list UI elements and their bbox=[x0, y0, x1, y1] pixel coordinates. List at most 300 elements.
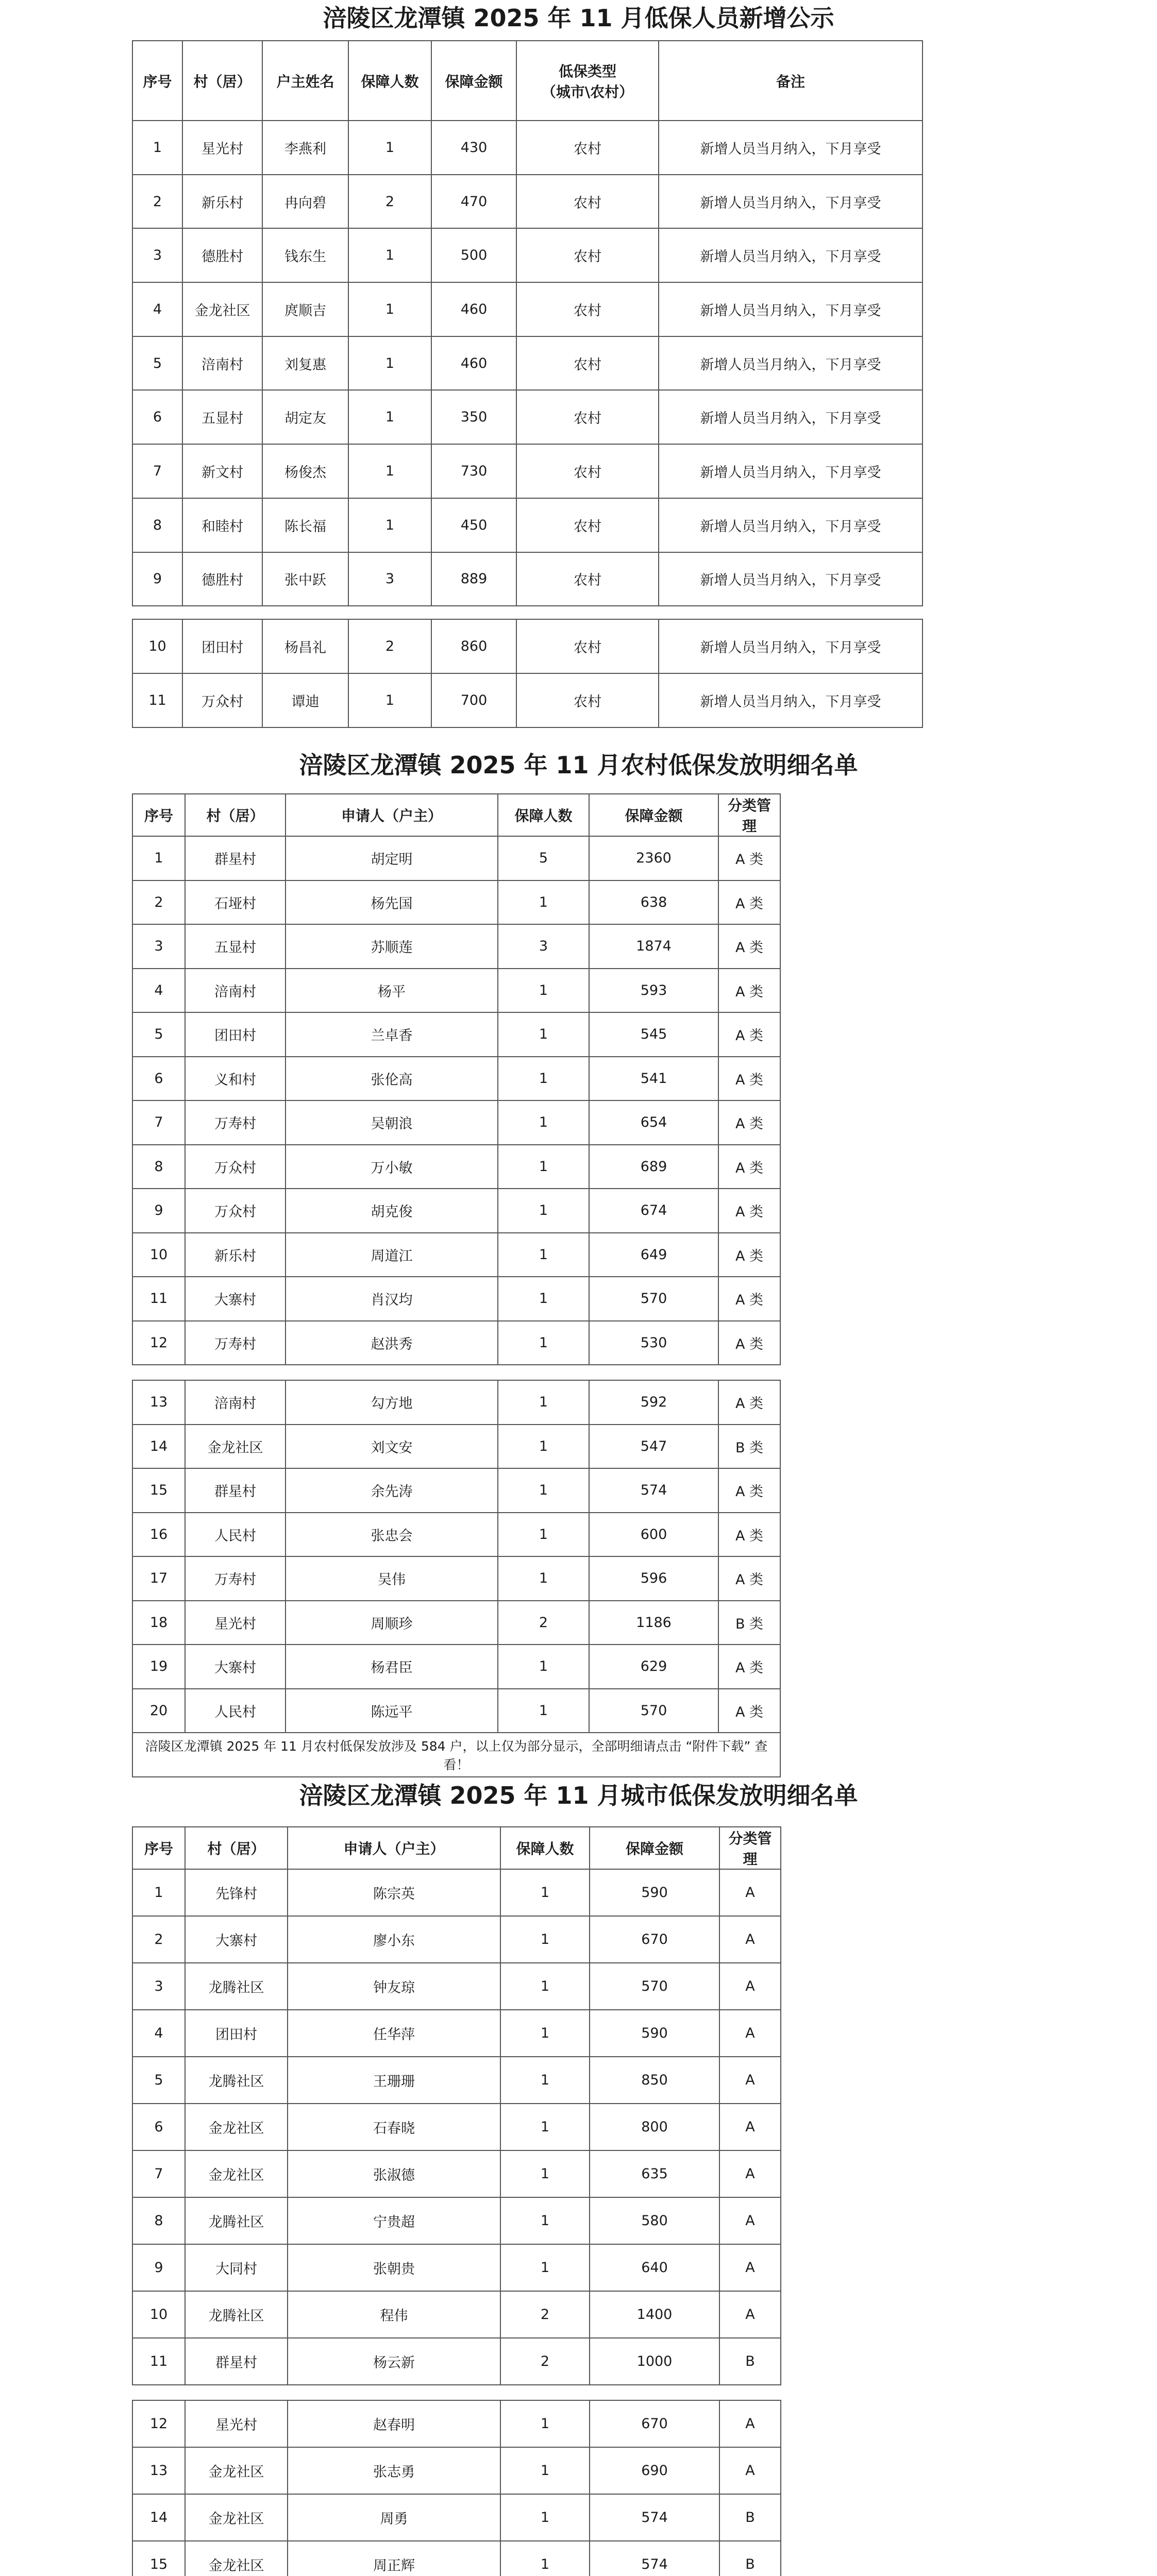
amount-cell: 689 bbox=[589, 1145, 718, 1189]
count-cell: 1 bbox=[500, 2494, 590, 2541]
village-cell: 万众村 bbox=[185, 1145, 286, 1189]
count-cell: 1 bbox=[498, 1057, 589, 1101]
applicant-cell: 胡定明 bbox=[286, 836, 498, 880]
amount-cell: 500 bbox=[431, 228, 516, 282]
remark-cell: 新增人员当月纳入，下月享受 bbox=[659, 336, 923, 391]
table-row bbox=[132, 1100, 780, 1145]
count-cell: 1 bbox=[498, 880, 589, 925]
count-cell: 1 bbox=[498, 1645, 589, 1689]
village-cell: 大寨村 bbox=[185, 1645, 286, 1689]
table-header-row bbox=[132, 41, 923, 121]
table-row bbox=[132, 1233, 780, 1277]
name-cell: 杨俊杰 bbox=[262, 444, 348, 498]
applicant-cell: 万小敏 bbox=[286, 1145, 498, 1189]
seq-cell: 6 bbox=[132, 1057, 185, 1101]
category-cell: A 类 bbox=[718, 880, 780, 925]
applicant-cell: 任华萍 bbox=[288, 2010, 500, 2057]
table-row bbox=[132, 2057, 781, 2104]
count-cell: 1 bbox=[348, 121, 431, 175]
table-row bbox=[132, 1689, 780, 1733]
amount-cell: 350 bbox=[431, 390, 516, 444]
table-row bbox=[132, 1963, 781, 2010]
applicant-cell: 王珊珊 bbox=[288, 2057, 500, 2104]
count-cell: 1 bbox=[498, 1321, 589, 1365]
count-cell: 1 bbox=[498, 1277, 589, 1321]
amount-cell: 649 bbox=[589, 1233, 718, 1277]
name-cell: 冉向碧 bbox=[262, 175, 348, 229]
village-cell: 德胜村 bbox=[182, 552, 262, 606]
table-row bbox=[132, 1601, 780, 1645]
remark-cell: 新增人员当月纳入，下月享受 bbox=[659, 673, 923, 727]
seq-cell: 4 bbox=[132, 969, 185, 1013]
village-cell: 人民村 bbox=[185, 1513, 286, 1557]
seq-cell: 6 bbox=[132, 390, 182, 444]
category-cell: A 类 bbox=[718, 1233, 780, 1277]
applicant-cell: 张朝贵 bbox=[288, 2244, 500, 2291]
category-cell: A bbox=[719, 2150, 781, 2197]
village-cell: 五显村 bbox=[182, 390, 262, 444]
amount-cell: 541 bbox=[589, 1057, 718, 1101]
seq-cell: 8 bbox=[132, 1145, 185, 1189]
count-cell: 1 bbox=[500, 1869, 590, 1916]
village-cell: 万众村 bbox=[185, 1189, 286, 1233]
village-cell: 星光村 bbox=[182, 121, 262, 175]
amount-cell: 574 bbox=[590, 2541, 719, 2576]
remark-cell: 新增人员当月纳入，下月享受 bbox=[659, 282, 923, 336]
table-row bbox=[132, 1916, 781, 1963]
applicant-cell: 张淑德 bbox=[288, 2150, 500, 2197]
type-cell: 农村 bbox=[516, 228, 659, 282]
remark-cell: 新增人员当月纳入，下月享受 bbox=[659, 498, 923, 552]
village-cell: 群星村 bbox=[185, 836, 286, 880]
count-cell: 5 bbox=[498, 836, 589, 880]
name-cell: 谭迪 bbox=[262, 673, 348, 727]
count-cell: 1 bbox=[498, 1689, 589, 1733]
category-cell: B 类 bbox=[718, 1425, 780, 1469]
column-header: 低保类型 （城市\农村） bbox=[516, 41, 659, 121]
village-cell: 大寨村 bbox=[185, 1277, 286, 1321]
count-cell: 1 bbox=[348, 444, 431, 498]
category-cell: A 类 bbox=[718, 1145, 780, 1189]
column-header: 申请人（户主） bbox=[288, 1827, 500, 1869]
seq-cell: 13 bbox=[132, 2447, 185, 2494]
seq-cell: 8 bbox=[132, 498, 182, 552]
column-header: 序号 bbox=[132, 1827, 185, 1869]
amount-cell: 1874 bbox=[589, 924, 718, 969]
village-cell: 新乐村 bbox=[185, 1233, 286, 1277]
count-cell: 1 bbox=[348, 282, 431, 336]
seq-cell: 7 bbox=[132, 444, 182, 498]
seq-cell: 10 bbox=[132, 2291, 185, 2338]
count-cell: 1 bbox=[498, 1425, 589, 1469]
table-note: 涪陵区龙潭镇 2025 年 11 月农村低保发放涉及 584 户，以上仅为部分显示，全部明细请点击 “附件下载” 查看！ bbox=[132, 1733, 780, 1777]
type-cell: 农村 bbox=[516, 121, 659, 175]
applicant-cell: 张伦高 bbox=[286, 1057, 498, 1101]
village-cell: 石垭村 bbox=[185, 880, 286, 925]
column-header: 村（居） bbox=[185, 1827, 288, 1869]
table-row bbox=[132, 619, 923, 673]
table-row bbox=[132, 1468, 780, 1513]
village-cell: 德胜村 bbox=[182, 228, 262, 282]
applicant-cell: 钟友琼 bbox=[288, 1963, 500, 2010]
applicant-cell: 胡克俊 bbox=[286, 1189, 498, 1233]
type-cell: 农村 bbox=[516, 619, 659, 673]
column-header: 保障人数 bbox=[498, 794, 589, 836]
type-cell: 农村 bbox=[516, 552, 659, 606]
seq-cell: 3 bbox=[132, 1963, 185, 2010]
count-cell: 1 bbox=[498, 1012, 589, 1057]
amount-cell: 690 bbox=[590, 2447, 719, 2494]
amount-cell: 596 bbox=[589, 1556, 718, 1601]
amount-cell: 470 bbox=[431, 175, 516, 229]
table-row bbox=[132, 1145, 780, 1189]
village-cell: 万寿村 bbox=[185, 1556, 286, 1601]
name-cell: 杨昌礼 bbox=[262, 619, 348, 673]
category-cell: A 类 bbox=[718, 1689, 780, 1733]
category-cell: A 类 bbox=[718, 836, 780, 880]
seq-cell: 1 bbox=[132, 836, 185, 880]
table-row bbox=[132, 1645, 780, 1689]
amount-cell: 600 bbox=[589, 1513, 718, 1557]
table-note-row bbox=[132, 1733, 780, 1777]
village-cell: 群星村 bbox=[185, 1468, 286, 1513]
column-header: 保障人数 bbox=[348, 41, 431, 121]
column-header: 申请人（户主） bbox=[286, 794, 498, 836]
table-row bbox=[132, 282, 923, 336]
applicant-cell: 陈远平 bbox=[286, 1689, 498, 1733]
section1-title: 涪陵区龙潭镇 2025 年 11 月低保人员新增公示 bbox=[323, 4, 834, 32]
column-header: 分类管理 bbox=[718, 794, 780, 836]
amount-cell: 460 bbox=[431, 336, 516, 391]
seq-cell: 9 bbox=[132, 2244, 185, 2291]
applicant-cell: 周正辉 bbox=[288, 2541, 500, 2576]
amount-cell: 850 bbox=[590, 2057, 719, 2104]
applicant-cell: 陈宗英 bbox=[288, 1869, 500, 1916]
name-cell: 李燕利 bbox=[262, 121, 348, 175]
village-cell: 涪南村 bbox=[185, 969, 286, 1013]
table-row bbox=[132, 880, 780, 925]
seq-cell: 3 bbox=[132, 228, 182, 282]
applicant-cell: 程伟 bbox=[288, 2291, 500, 2338]
name-cell: 张中跃 bbox=[262, 552, 348, 606]
amount-cell: 860 bbox=[431, 619, 516, 673]
seq-cell: 5 bbox=[132, 1012, 185, 1057]
seq-cell: 14 bbox=[132, 1425, 185, 1469]
table-row bbox=[132, 228, 923, 282]
seq-cell: 10 bbox=[132, 1233, 185, 1277]
column-header: 保障金额 bbox=[431, 41, 516, 121]
village-cell: 龙腾社区 bbox=[185, 2197, 288, 2244]
applicant-cell: 杨君臣 bbox=[286, 1645, 498, 1689]
village-cell: 万寿村 bbox=[185, 1321, 286, 1365]
applicant-cell: 肖汉均 bbox=[286, 1277, 498, 1321]
amount-cell: 1186 bbox=[589, 1601, 718, 1645]
table-row bbox=[132, 2244, 781, 2291]
category-cell: A bbox=[719, 1963, 781, 2010]
remark-cell: 新增人员当月纳入，下月享受 bbox=[659, 444, 923, 498]
seq-cell: 2 bbox=[132, 175, 182, 229]
seq-cell: 12 bbox=[132, 2400, 185, 2447]
applicant-cell: 杨云新 bbox=[288, 2338, 500, 2385]
table-row bbox=[132, 121, 923, 175]
amount-cell: 570 bbox=[590, 1963, 719, 2010]
seq-cell: 11 bbox=[132, 1277, 185, 1321]
village-cell: 五显村 bbox=[185, 924, 286, 969]
category-cell: B bbox=[719, 2338, 781, 2385]
table-row bbox=[132, 673, 923, 727]
village-cell: 万众村 bbox=[182, 673, 262, 727]
table-header-row bbox=[132, 794, 780, 836]
table-row bbox=[132, 1321, 780, 1365]
category-cell: B bbox=[719, 2494, 781, 2541]
seq-cell: 18 bbox=[132, 1601, 185, 1645]
count-cell: 2 bbox=[348, 619, 431, 673]
type-cell: 农村 bbox=[516, 390, 659, 444]
amount-cell: 889 bbox=[431, 552, 516, 606]
count-cell: 1 bbox=[498, 1380, 589, 1425]
village-cell: 大寨村 bbox=[185, 1916, 288, 1963]
rural-payment-table bbox=[132, 793, 781, 1777]
table-row bbox=[132, 836, 780, 880]
count-cell: 2 bbox=[500, 2338, 590, 2385]
category-cell: A bbox=[719, 2057, 781, 2104]
table-row bbox=[132, 1556, 780, 1601]
count-cell: 1 bbox=[500, 1963, 590, 2010]
village-cell: 万寿村 bbox=[185, 1100, 286, 1145]
table-row bbox=[132, 2447, 781, 2494]
seq-cell: 8 bbox=[132, 2197, 185, 2244]
seq-cell: 16 bbox=[132, 1513, 185, 1557]
remark-cell: 新增人员当月纳入，下月享受 bbox=[659, 619, 923, 673]
category-cell: A 类 bbox=[718, 1468, 780, 1513]
column-header: 村（居） bbox=[182, 41, 262, 121]
name-cell: 胡定友 bbox=[262, 390, 348, 444]
count-cell: 1 bbox=[348, 228, 431, 282]
applicant-cell: 吴朝浪 bbox=[286, 1100, 498, 1145]
village-cell: 涪南村 bbox=[182, 336, 262, 391]
applicant-cell: 周顺珍 bbox=[286, 1601, 498, 1645]
applicant-cell: 苏顺莲 bbox=[286, 924, 498, 969]
category-cell: A 类 bbox=[718, 1277, 780, 1321]
remark-cell: 新增人员当月纳入，下月享受 bbox=[659, 121, 923, 175]
applicant-cell: 周勇 bbox=[288, 2494, 500, 2541]
village-cell: 龙腾社区 bbox=[185, 2057, 288, 2104]
applicant-cell: 周道江 bbox=[286, 1233, 498, 1277]
type-cell: 农村 bbox=[516, 498, 659, 552]
page-break-gap bbox=[132, 2385, 781, 2400]
count-cell: 3 bbox=[348, 552, 431, 606]
count-cell: 1 bbox=[498, 1233, 589, 1277]
village-cell: 大同村 bbox=[185, 2244, 288, 2291]
remark-cell: 新增人员当月纳入，下月享受 bbox=[659, 390, 923, 444]
category-cell: A bbox=[719, 2447, 781, 2494]
category-cell: A bbox=[719, 1869, 781, 1916]
section2-title: 涪陵区龙潭镇 2025 年 11 月农村低保发放明细名单 bbox=[299, 751, 858, 779]
category-cell: A bbox=[719, 1916, 781, 1963]
count-cell: 2 bbox=[498, 1601, 589, 1645]
amount-cell: 580 bbox=[590, 2197, 719, 2244]
count-cell: 2 bbox=[348, 175, 431, 229]
category-cell: A 类 bbox=[718, 1556, 780, 1601]
count-cell: 1 bbox=[500, 2244, 590, 2291]
column-header: 分类管理 bbox=[719, 1827, 781, 1869]
seq-cell: 15 bbox=[132, 1468, 185, 1513]
new-recipients-table bbox=[132, 40, 923, 728]
category-cell: A 类 bbox=[718, 1380, 780, 1425]
table-header-row bbox=[132, 1827, 781, 1869]
seq-cell: 1 bbox=[132, 1869, 185, 1916]
seq-cell: 5 bbox=[132, 336, 182, 391]
count-cell: 1 bbox=[498, 969, 589, 1013]
remark-cell: 新增人员当月纳入，下月享受 bbox=[659, 228, 923, 282]
column-header: 保障人数 bbox=[500, 1827, 590, 1869]
village-cell: 新文村 bbox=[182, 444, 262, 498]
seq-cell: 7 bbox=[132, 1100, 185, 1145]
amount-cell: 450 bbox=[431, 498, 516, 552]
category-cell: A 类 bbox=[718, 924, 780, 969]
amount-cell: 460 bbox=[431, 282, 516, 336]
amount-cell: 700 bbox=[431, 673, 516, 727]
table-row bbox=[132, 1869, 781, 1916]
remark-cell: 新增人员当月纳入，下月享受 bbox=[659, 552, 923, 606]
village-cell: 涪南村 bbox=[185, 1380, 286, 1425]
table-row bbox=[132, 2150, 781, 2197]
name-cell: 陈长福 bbox=[262, 498, 348, 552]
amount-cell: 570 bbox=[589, 1689, 718, 1733]
amount-cell: 1000 bbox=[590, 2338, 719, 2385]
column-header: 保障金额 bbox=[590, 1827, 719, 1869]
seq-cell: 20 bbox=[132, 1689, 185, 1733]
table-row bbox=[132, 552, 923, 606]
table-row bbox=[132, 1189, 780, 1233]
seq-cell: 7 bbox=[132, 2150, 185, 2197]
count-cell: 1 bbox=[348, 336, 431, 391]
count-cell: 1 bbox=[498, 1145, 589, 1189]
count-cell: 1 bbox=[498, 1100, 589, 1145]
category-cell: A 类 bbox=[718, 1513, 780, 1557]
amount-cell: 530 bbox=[589, 1321, 718, 1365]
table-row bbox=[132, 2338, 781, 2385]
name-cell: 钱东生 bbox=[262, 228, 348, 282]
village-cell: 星光村 bbox=[185, 2400, 288, 2447]
table-row bbox=[132, 2541, 781, 2576]
category-cell: A 类 bbox=[718, 1057, 780, 1101]
category-cell: A 类 bbox=[718, 1321, 780, 1365]
category-cell: A 类 bbox=[718, 1100, 780, 1145]
count-cell: 1 bbox=[500, 2400, 590, 2447]
village-cell: 义和村 bbox=[185, 1057, 286, 1101]
seq-cell: 2 bbox=[132, 880, 185, 925]
amount-cell: 638 bbox=[589, 880, 718, 925]
seq-cell: 11 bbox=[132, 2338, 185, 2385]
page-break-gap bbox=[132, 1365, 780, 1380]
category-cell: B 类 bbox=[718, 1601, 780, 1645]
count-cell: 3 bbox=[498, 924, 589, 969]
seq-cell: 9 bbox=[132, 1189, 185, 1233]
table-row bbox=[132, 1380, 780, 1425]
applicant-cell: 赵洪秀 bbox=[286, 1321, 498, 1365]
table-row bbox=[132, 2104, 781, 2150]
applicant-cell: 杨先国 bbox=[286, 880, 498, 925]
name-cell: 刘复惠 bbox=[262, 336, 348, 391]
applicant-cell: 刘文安 bbox=[286, 1425, 498, 1469]
remark-cell: 新增人员当月纳入，下月享受 bbox=[659, 175, 923, 229]
applicant-cell: 宁贵超 bbox=[288, 2197, 500, 2244]
category-cell: A bbox=[719, 2291, 781, 2338]
amount-cell: 674 bbox=[589, 1189, 718, 1233]
amount-cell: 545 bbox=[589, 1012, 718, 1057]
seq-cell: 12 bbox=[132, 1321, 185, 1365]
applicant-cell: 吴伟 bbox=[286, 1556, 498, 1601]
amount-cell: 593 bbox=[589, 969, 718, 1013]
seq-cell: 3 bbox=[132, 924, 185, 969]
village-cell: 金龙社区 bbox=[185, 1425, 286, 1469]
village-cell: 龙腾社区 bbox=[185, 1963, 288, 2010]
table-row bbox=[132, 2494, 781, 2541]
seq-cell: 19 bbox=[132, 1645, 185, 1689]
count-cell: 1 bbox=[348, 390, 431, 444]
seq-cell: 9 bbox=[132, 552, 182, 606]
village-cell: 金龙社区 bbox=[185, 2541, 288, 2576]
applicant-cell: 兰卓香 bbox=[286, 1012, 498, 1057]
count-cell: 1 bbox=[500, 2057, 590, 2104]
category-cell: A 类 bbox=[718, 1645, 780, 1689]
applicant-cell: 勾方地 bbox=[286, 1380, 498, 1425]
table-row bbox=[132, 2400, 781, 2447]
village-cell: 和睦村 bbox=[182, 498, 262, 552]
category-cell: A bbox=[719, 2010, 781, 2057]
type-cell: 农村 bbox=[516, 673, 659, 727]
count-cell: 1 bbox=[498, 1189, 589, 1233]
type-cell: 农村 bbox=[516, 336, 659, 391]
count-cell: 1 bbox=[500, 1916, 590, 1963]
seq-cell: 14 bbox=[132, 2494, 185, 2541]
count-cell: 1 bbox=[498, 1468, 589, 1513]
applicant-cell: 余先涛 bbox=[286, 1468, 498, 1513]
applicant-cell: 杨平 bbox=[286, 969, 498, 1013]
table-row bbox=[132, 1277, 780, 1321]
category-cell: A 类 bbox=[718, 1012, 780, 1057]
count-cell: 1 bbox=[500, 2197, 590, 2244]
table-row bbox=[132, 498, 923, 552]
amount-cell: 670 bbox=[590, 2400, 719, 2447]
column-header: 保障金额 bbox=[589, 794, 718, 836]
amount-cell: 629 bbox=[589, 1645, 718, 1689]
name-cell: 庹顺吉 bbox=[262, 282, 348, 336]
amount-cell: 2360 bbox=[589, 836, 718, 880]
category-cell: A bbox=[719, 2244, 781, 2291]
category-cell: A 类 bbox=[718, 969, 780, 1013]
village-cell: 金龙社区 bbox=[185, 2104, 288, 2150]
seq-cell: 6 bbox=[132, 2104, 185, 2150]
seq-cell: 13 bbox=[132, 1380, 185, 1425]
amount-cell: 800 bbox=[590, 2104, 719, 2150]
seq-cell: 2 bbox=[132, 1916, 185, 1963]
urban-payment-table bbox=[132, 1826, 781, 2576]
amount-cell: 547 bbox=[589, 1425, 718, 1469]
amount-cell: 430 bbox=[431, 121, 516, 175]
village-cell: 群星村 bbox=[185, 2338, 288, 2385]
village-cell: 团田村 bbox=[185, 2010, 288, 2057]
seq-cell: 11 bbox=[132, 673, 182, 727]
category-cell: A bbox=[719, 2104, 781, 2150]
category-cell: A bbox=[719, 2197, 781, 2244]
table-row bbox=[132, 390, 923, 444]
seq-cell: 17 bbox=[132, 1556, 185, 1601]
count-cell: 1 bbox=[348, 673, 431, 727]
seq-cell: 10 bbox=[132, 619, 182, 673]
applicant-cell: 张忠会 bbox=[286, 1513, 498, 1557]
